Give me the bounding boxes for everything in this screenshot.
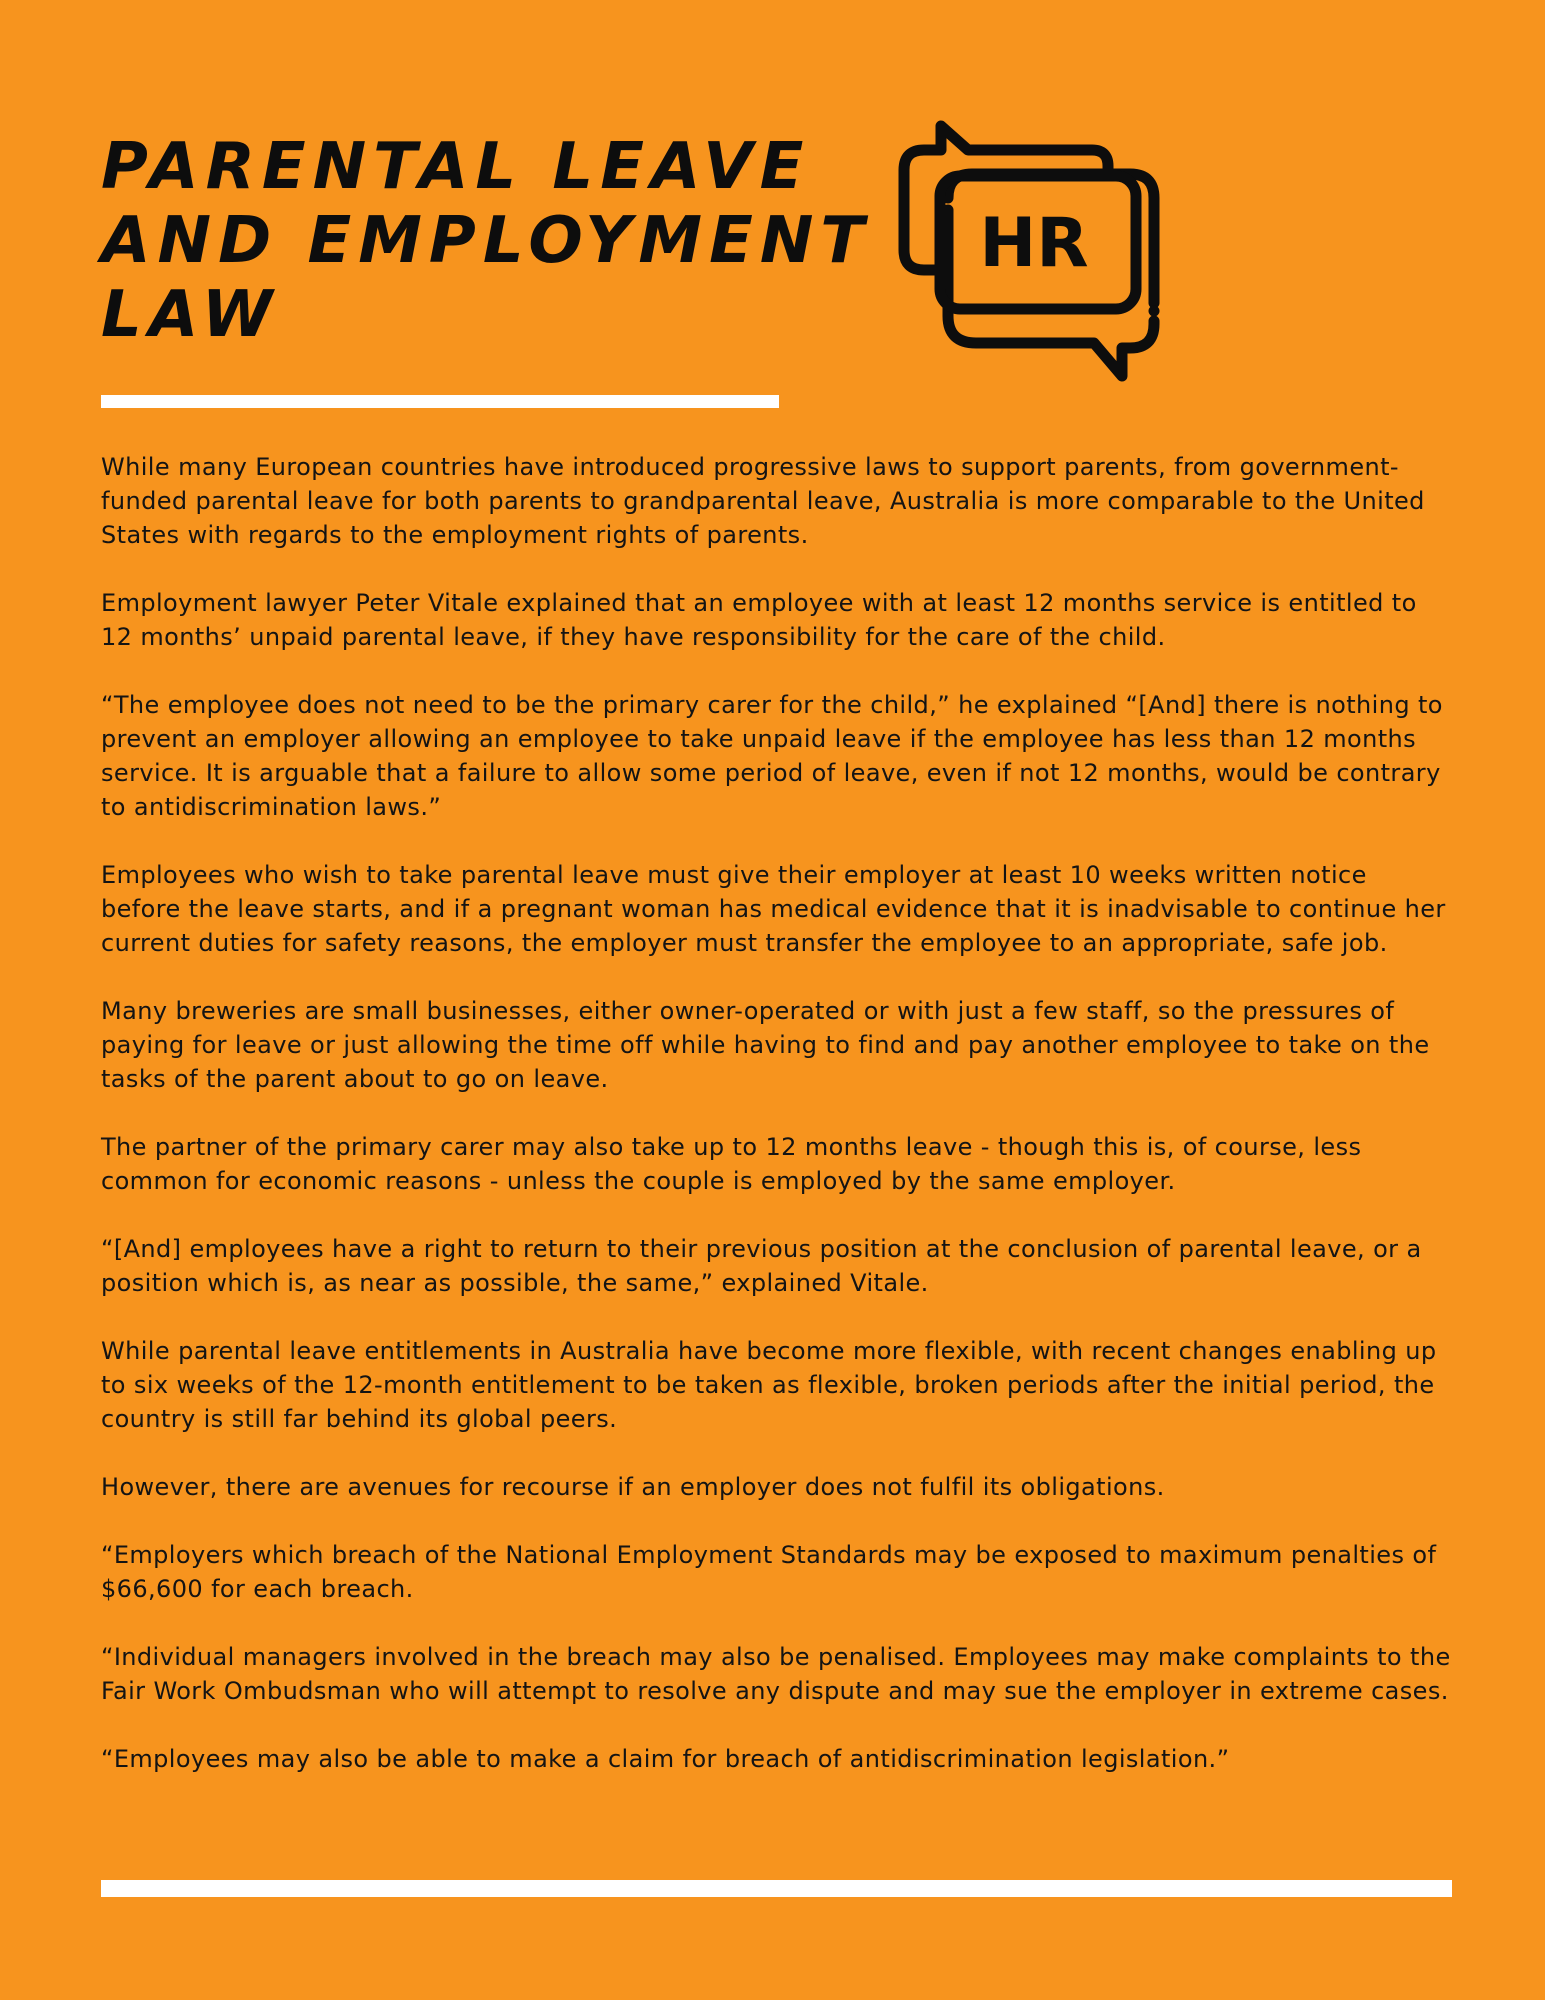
paragraph: Employment lawyer Peter Vitale explained that an employee with at least 12 months service is entitled to 12 months’ unpaid parental leave, if they have responsibility for the care of the child.: [101, 589, 1417, 651]
paragraph: “The employee does not need to be the primary carer for the child,” he explained “[And] there is nothing to prevent an employer allowing an employee to take unpaid leave if the employee has less than 12 months service. It is arguable that a failure to allow some period of leave, even if not 12 months, would be contrary to antidiscrimination laws.”: [101, 691, 1443, 821]
bubble-dot: [1149, 306, 1160, 317]
paragraph: “Employees may also be able to make a claim for breach of antidiscrimination legislation.”: [101, 1745, 1230, 1773]
title-line-3: LAW: [101, 278, 280, 352]
paragraph: While parental leave entitlements in Australia have become more flexible, with recent changes enabling up to six weeks of the 12-month entitlement to be taken as flexible, broken periods after the initial period, the country is still far behind its global peers.: [101, 1337, 1437, 1433]
title-divider: [101, 395, 779, 408]
paragraph: Employees who wish to take parental leave must give their employer at least 10 weeks written notice before the leave starts, and if a pregnant woman has medical evidence that it is inadvisable to continue her current duties for safety reasons, the employer must transfer the employee to an appropriate, safe job.: [101, 861, 1446, 957]
paragraph: Many breweries are small businesses, either owner-operated or with just a few staff, so the pressures of paying for leave or just allowing the time off while having to find and pay another employee to take on the tasks of the parent about to go on leave.: [101, 997, 1430, 1093]
paragraph: “Employers which breach of the National Employment Standards may be exposed to maximum penalties of $66,600 for each breach.: [101, 1541, 1437, 1603]
title-line-1: PARENTAL LEAVE: [101, 130, 811, 204]
footer-divider: [101, 1880, 1452, 1897]
paragraph: The partner of the primary carer may also take up to 12 months leave - though this is, of course, less common for economic reasons - unless the couple is employed by the same employer.: [101, 1133, 1362, 1195]
paragraph: While many European countries have introduced progressive laws to support parents, from government-funded parental leave for both parents to grandparental leave, Australia is more comparable to the United States with regards to the employment rights of parents.: [101, 453, 1425, 549]
paragraph: “[And] employees have a right to return to their previous position at the conclusion of parental leave, or a position which is, as near as possible, the same,” explained Vitale.: [101, 1235, 1422, 1297]
paragraph: “Individual managers involved in the breach may also be penalised. Employees may make complaints to the Fair Work Ombudsman who will attempt to resolve any dispute and may sue the employer in extreme cases.: [101, 1643, 1451, 1705]
paragraph: However, there are avenues for recourse if an employer does not fulfil its obligations.: [101, 1473, 1165, 1501]
hr-icon-label: HR: [979, 204, 1089, 283]
page-title: [101, 130, 872, 352]
article-body: [101, 450, 1451, 1810]
hr-chat-icon: [896, 118, 1168, 382]
title-line-2: AND EMPLOYMENT: [101, 204, 872, 278]
